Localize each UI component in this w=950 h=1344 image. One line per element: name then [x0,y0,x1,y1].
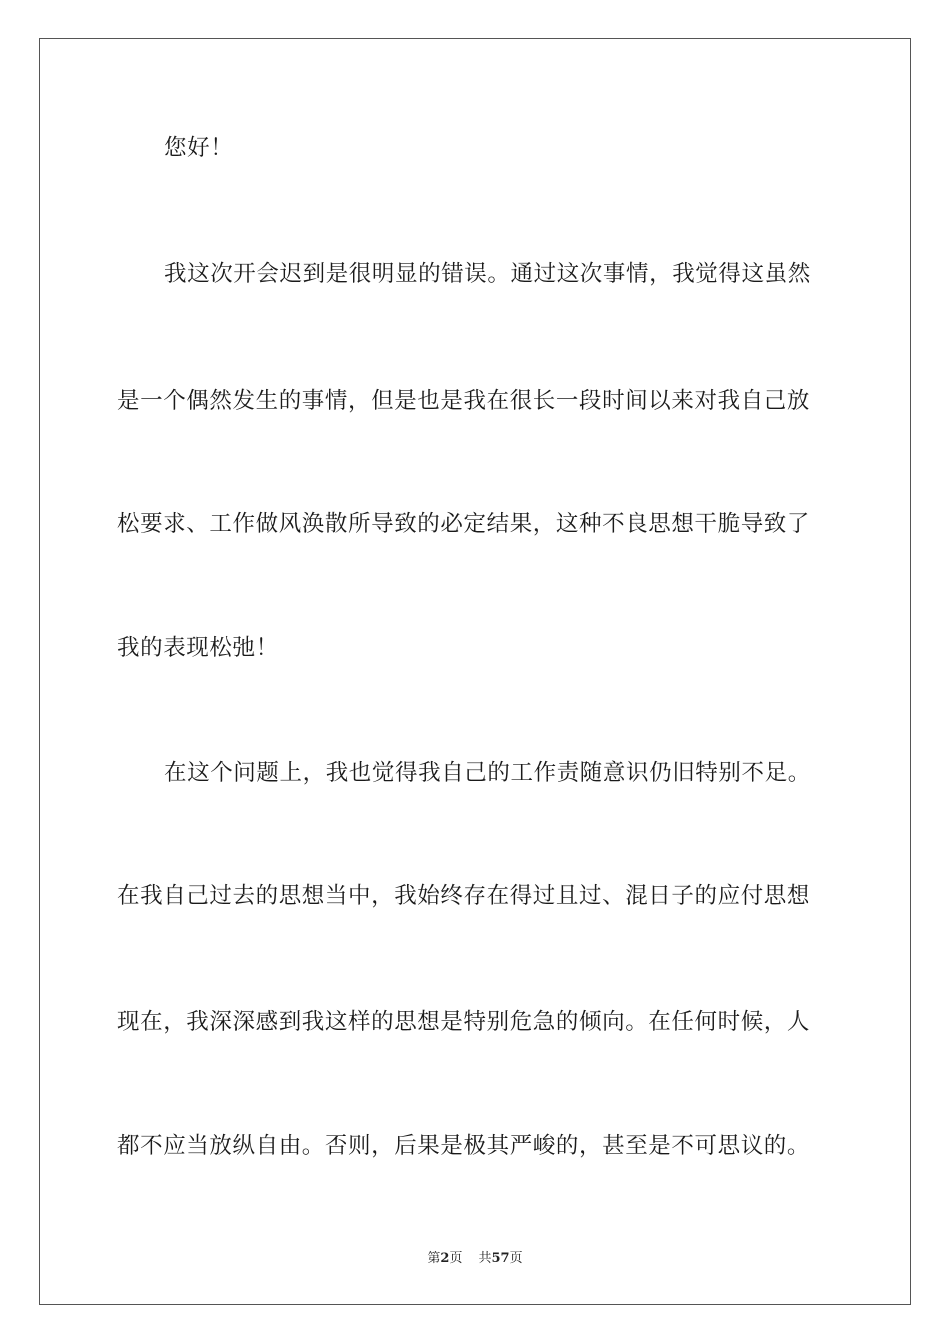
page-border [39,38,911,1305]
total-unit: 页 [509,1251,523,1266]
total-prefix: 共 [478,1251,492,1266]
page-footer [0,1247,950,1266]
page-unit: 页 [449,1251,463,1266]
current-page-number: 2 [440,1251,450,1266]
paragraph-2-line-3: 现在，我深深感到我这样的思想是特别危急的倾向。在任何时候，人 [117,1009,811,1035]
paragraph-1-line-3: 松要求、工作做风涣散所导致的必定结果，这种不良思想干脆导致了 [117,511,811,537]
paragraph-1-line-4: 我的表现松弛！ [117,635,279,661]
paragraph-2-line-1: 在这个问题上，我也觉得我自己的工作责随意识仍旧特别不足。 [164,760,811,786]
page-prefix: 第 [427,1251,441,1266]
paragraph-2-line-4: 都不应当放纵自由。否则，后果是极其严峻的，甚至是不可思议的。 [117,1133,811,1159]
greeting-line: 您好！ [164,135,234,161]
paragraph-1-line-2: 是一个偶然发生的事情，但是也是我在很长一段时间以来对我自己放 [117,388,811,414]
paragraph-2-line-2: 在我自己过去的思想当中，我始终存在得过且过、混日子的应付思想 [117,883,811,909]
total-pages-number: 57 [491,1251,510,1266]
paragraph-1-line-1: 我这次开会迟到是很明显的错误。通过这次事情，我觉得这虽然 [164,261,811,287]
